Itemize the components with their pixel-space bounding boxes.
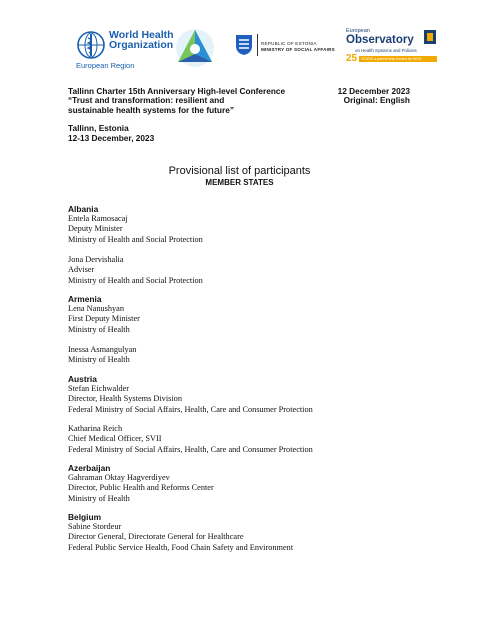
- country-heading-albania: Albania: [68, 204, 99, 214]
- observatory-mark-icon: [424, 30, 436, 44]
- participant-name: Gahraman Oktay Hagverdiyev: [68, 473, 170, 482]
- observatory-title: Observatory: [346, 34, 414, 46]
- conference-heading: [68, 87, 308, 115]
- participant-entry: [68, 424, 313, 455]
- observatory-years-text: YEARS a partnership hosted by WHO: [359, 56, 437, 62]
- participant-title: Director, Public Health and Reforms Center: [68, 483, 214, 493]
- participant-organization: Ministry of Health and Social Protection: [68, 234, 203, 244]
- who-emblem-icon: [76, 30, 106, 60]
- participant-title: Adviser: [68, 265, 95, 275]
- participant-title: Chief Medical Officer, SVII: [68, 434, 162, 444]
- estonia-republic-label: REPUBLIC OF ESTONIA: [261, 41, 317, 46]
- participant-entry: [68, 345, 136, 366]
- estonia-ministry-label: MINISTRY OF SOCIAL AFFAIRS: [261, 47, 335, 52]
- participant-organization: Ministry of Health: [68, 355, 130, 365]
- participant-name: Lena Nanushyan: [68, 304, 124, 313]
- who-region: European Region: [76, 61, 135, 70]
- estonia-divider: [257, 34, 258, 56]
- country-heading-azerbaijan: Azerbaijan: [68, 463, 111, 473]
- participant-name: Jona Dervishalia: [68, 255, 124, 264]
- document-original-language: Original: English: [343, 95, 410, 106]
- participant-entry: [68, 473, 214, 504]
- participant-organization: Federal Ministry of Social Affairs, Health, Care and Consumer Protection: [68, 404, 313, 414]
- participant-entry: [68, 384, 313, 415]
- participant-name: Inessa Asmangulyan: [68, 345, 137, 354]
- participant-organization: Ministry of Health and Social Protection: [68, 275, 203, 285]
- participant-organization: Federal Ministry of Social Affairs, Health, Care and Consumer Protection: [68, 444, 313, 454]
- participant-entry: [68, 255, 203, 286]
- participant-title: Deputy Minister: [68, 224, 123, 234]
- country-heading-austria: Austria: [68, 374, 97, 384]
- participant-organization: Federal Public Service Health, Food Chain Safety and Environment: [68, 542, 294, 552]
- participant-entry: [68, 304, 140, 335]
- conference-line-1: Tallinn Charter 15th Anniversary High-level Conference: [68, 86, 286, 96]
- page-title: Provisional list of participants: [168, 165, 311, 177]
- estonia-ministry-logo: [235, 34, 345, 64]
- conference-line-2: “Trust and transformation: resilient and: [68, 95, 225, 106]
- participant-name: Sabine Stordeur: [68, 522, 122, 531]
- tallinn-charter-logo-icon: [174, 26, 216, 70]
- country-heading-belgium: Belgium: [68, 512, 102, 522]
- participant-title: Director General, Directorate General for Healthcare: [68, 532, 244, 542]
- estonia-crest-icon: [235, 34, 253, 56]
- logo-strip: [72, 26, 434, 74]
- conference-line-3: sustainable health systems for the future”: [68, 104, 234, 115]
- observatory-small-label: European: [346, 28, 370, 34]
- participant-name: Katharina Reich: [68, 424, 123, 433]
- who-logo: [76, 28, 186, 72]
- participant-name: Stefan Eichwalder: [68, 384, 130, 393]
- who-name: World Health Organization: [109, 29, 174, 51]
- participant-name: Entela Ramosacaj: [68, 214, 128, 223]
- conference-dates: 12-13 December, 2023: [68, 132, 155, 143]
- conference-place: [68, 124, 154, 143]
- document-meta: [338, 87, 410, 106]
- document-date: 12 December 2023: [337, 86, 410, 96]
- participant-organization: Ministry of Health: [68, 324, 130, 334]
- participant-title: Director, Health Systems Division: [68, 394, 182, 404]
- conference-city: Tallinn, Estonia: [68, 123, 129, 133]
- participant-entry: [68, 214, 203, 245]
- participant-organization: Ministry of Health: [68, 493, 130, 503]
- country-heading-armenia: Armenia: [68, 294, 102, 304]
- observatory-anniversary: [346, 55, 436, 65]
- participant-entry: [68, 522, 293, 553]
- page-subtitle: MEMBER STATES: [205, 178, 274, 187]
- observatory-years-number: 25: [346, 53, 358, 64]
- participant-title: First Deputy Minister: [68, 314, 140, 324]
- observatory-subtitle: on Health Systems and Policies: [355, 48, 417, 53]
- observatory-logo: [344, 26, 438, 72]
